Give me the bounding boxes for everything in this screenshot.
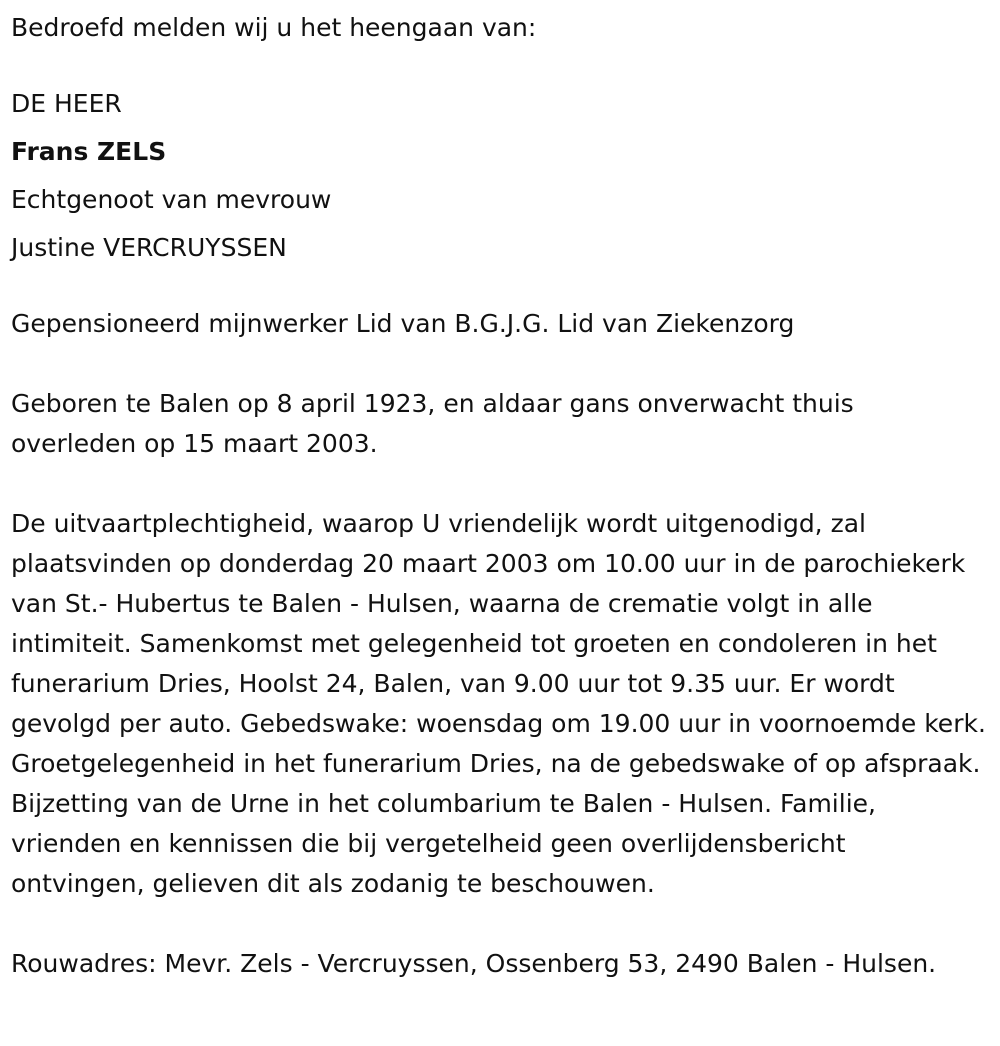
mourning-address: Rouwadres: Mevr. Zels - Vercruyssen, Ossenberg 53, 2490 Balen - Hulsen. bbox=[11, 949, 937, 978]
occupation-text: Gepensioneerd mijnwerker Lid van B.G.J.G. Lid van Ziekenzorg bbox=[11, 309, 795, 338]
spacer bbox=[11, 904, 1000, 944]
salutation: DE HEER bbox=[11, 89, 122, 118]
deceased-name: Frans ZELS bbox=[11, 137, 167, 166]
spouse-label: Echtgenoot van mevrouw bbox=[11, 185, 332, 214]
spacer bbox=[11, 272, 1000, 304]
spacer bbox=[11, 344, 1000, 384]
spouse-name: Justine VERCRUYSSEN bbox=[11, 233, 287, 262]
spacer bbox=[11, 48, 1000, 80]
funeral-details-text: De uitvaartplechtigheid, waarop U vriendelijk wordt uitgenodigd, zal plaatsvinden op donderdag 20 maart 2003 om 10.00 uur in de parochiekerk van St.- Hubertus te Balen - Hulsen, waarna de crematie volgt in alle intimiteit. Samenkomst met gelegenheid tot groeten en condoleren in het funerarium Dries, Hoolst 24, Balen, van 9.00 uur tot 9.35 uur. Er wordt gevolgd per auto. Gebedswake: woensdag om 19.00 uur in voornoemde kerk. Groetgelegenheid in het funerarium Dries, na de gebedswake of op afspraak. Bijzetting van de Urne in het columbarium te Balen - Hulsen. Familie, vrienden en kennissen die bij vergetelheid geen overlijdensbericht ontvingen, gelieven dit als zodanig te beschouwen. bbox=[11, 509, 986, 898]
birth-death-text: Geboren te Balen op 8 april 1923, en aldaar gans onverwacht thuis overleden op 15 maart 2003. bbox=[11, 389, 854, 458]
spacer bbox=[11, 464, 1000, 504]
intro-text: Bedroefd melden wij u het heengaan van: bbox=[11, 13, 537, 42]
